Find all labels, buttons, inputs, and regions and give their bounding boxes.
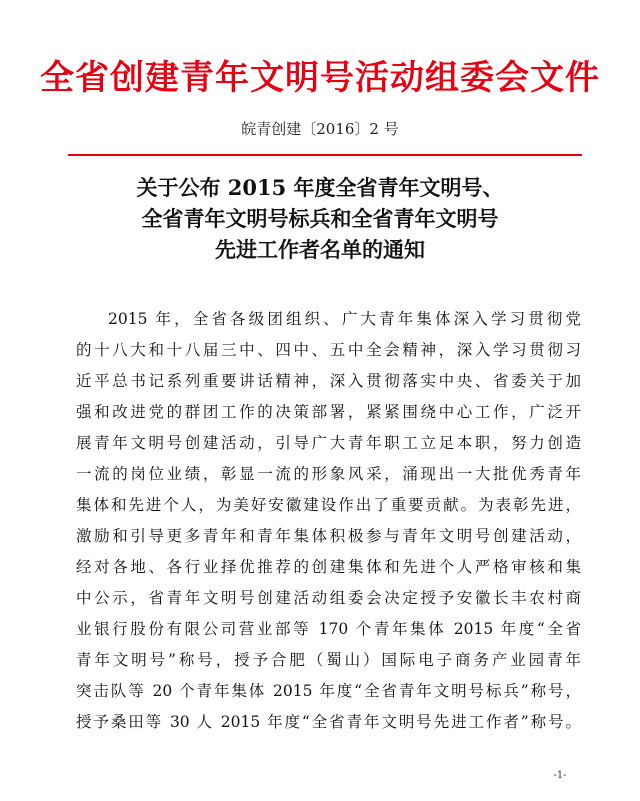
body-paragraph bbox=[76, 304, 581, 738]
body-line: 强和改进党的群团工作的决策部署，紧紧围绕中心工作，广泛开 bbox=[76, 403, 581, 421]
body-line: 经对各地、各行业择优推荐的创建集体和先进个人严格审核和集 bbox=[76, 558, 581, 576]
notice-title-line: 先进工作者名单的通知 bbox=[215, 237, 425, 262]
red-divider-line bbox=[68, 154, 582, 156]
page-number: -1- bbox=[553, 770, 567, 781]
body-line: 的十八大和十八届三中、四中、五中全会精神，深入学习贯彻习 bbox=[76, 341, 581, 359]
body-line: 展青年文明号创建活动，引导广大青年职工立足本职，努力创造 bbox=[76, 434, 581, 452]
issuing-authority-title: 全省创建青年文明号活动组委会文件 bbox=[40, 58, 600, 98]
body-line: 授予桑田等 30 人 2015 年度“全省青年文明号先进工作者”称号。 bbox=[76, 713, 581, 731]
body-line: 青年文明号”称号，授予合肥（蜀山）国际电子商务产业园青年 bbox=[76, 651, 581, 669]
body-line: 突击队等 20 个青年集体 2015 年度“全省青年文明号标兵”称号， bbox=[76, 682, 581, 700]
body-line: 中公示，省青年文明号创建活动组委会决定授予安徽长丰农村商 bbox=[76, 589, 581, 607]
notice-title-line: 关于公布 2015 年度全省青年文明号、 bbox=[136, 175, 504, 200]
body-line: 近平总书记系列重要讲话精神，深入贯彻落实中央、省委关于加 bbox=[76, 372, 581, 390]
notice-title-line: 全省青年文明号标兵和全省青年文明号 bbox=[141, 206, 499, 231]
document-number: 皖青创建〔2016〕2 号 bbox=[241, 120, 399, 138]
body-line: 业银行股份有限公司营业部等 170 个青年集体 2015 年度“全省 bbox=[76, 620, 581, 638]
body-line: 2015 年，全省各级团组织、广大青年集体深入学习贯彻党 bbox=[108, 310, 581, 328]
notice-title bbox=[0, 172, 640, 265]
body-line: 集体和先进个人，为美好安徽建设作出了重要贡献。为表彰先进， bbox=[76, 496, 581, 514]
body-line: 一流的岗位业绩，彰显一流的形象风采，涌现出一大批优秀青年 bbox=[76, 465, 581, 483]
body-line: 激励和引导更多青年和青年集体积极参与青年文明号创建活动， bbox=[76, 527, 581, 545]
